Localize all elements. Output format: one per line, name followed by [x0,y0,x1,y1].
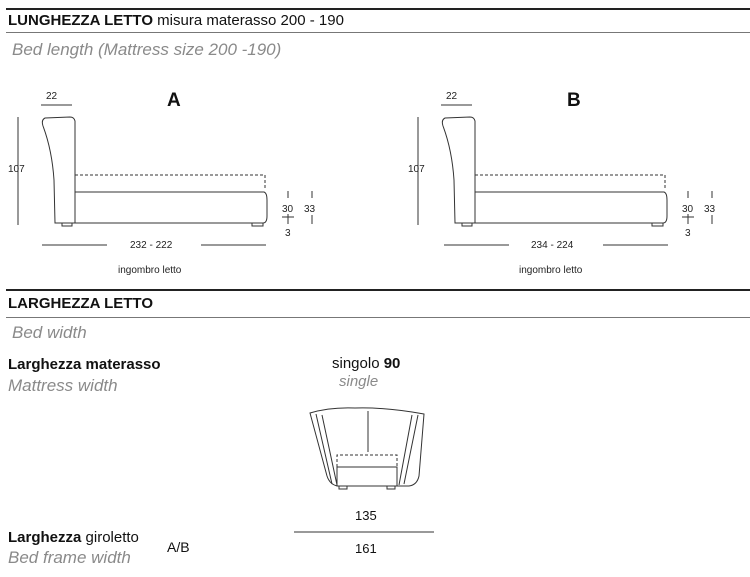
frame-width-label-en: Bed frame width [8,548,131,567]
base-height-b: 30 [682,204,694,215]
mattress-width-label-en: Mattress width [8,376,118,395]
headboard-width-a: 22 [46,91,58,102]
caption-b: ingombro letto [519,265,583,276]
frame-width-value: 161 [355,541,377,556]
frame-width-label: Larghezza giroletto [8,529,139,546]
length-title: LUNGHEZZA LETTO misura materasso 200 - 190 [8,12,344,29]
size-en: single [339,373,379,390]
width-subtitle: Bed width [12,323,87,342]
total-height-a: 33 [304,204,316,215]
height-b: 107 [408,164,425,175]
mattress-width-label: Larghezza materasso [8,356,161,373]
mattress-width-value: 135 [355,508,377,523]
bed-b-label: B [567,90,581,111]
divider [6,317,750,318]
length-a: 232 - 222 [130,240,173,251]
bed-base-shape [75,192,267,223]
height-a: 107 [8,164,25,175]
divider [6,289,750,291]
frame-suffix: A/B [167,539,190,555]
size-name: singolo 90 [332,355,401,372]
length-b: 234 - 224 [531,240,574,251]
headboard-width-b: 22 [446,91,458,102]
feet-height-b: 3 [685,228,691,239]
total-height-b: 33 [704,204,716,215]
feet-height-a: 3 [285,228,291,239]
bed-a-drawing [18,105,312,245]
bed-a-label: A [167,90,181,111]
bed-b-drawing [418,105,712,245]
caption-a: ingombro letto [118,265,182,276]
base-height-a: 30 [282,204,294,215]
headboard-shape [42,117,75,223]
width-title: LARGHEZZA LETTO [8,295,153,312]
length-subtitle: Bed length (Mattress size 200 -190) [12,40,282,59]
